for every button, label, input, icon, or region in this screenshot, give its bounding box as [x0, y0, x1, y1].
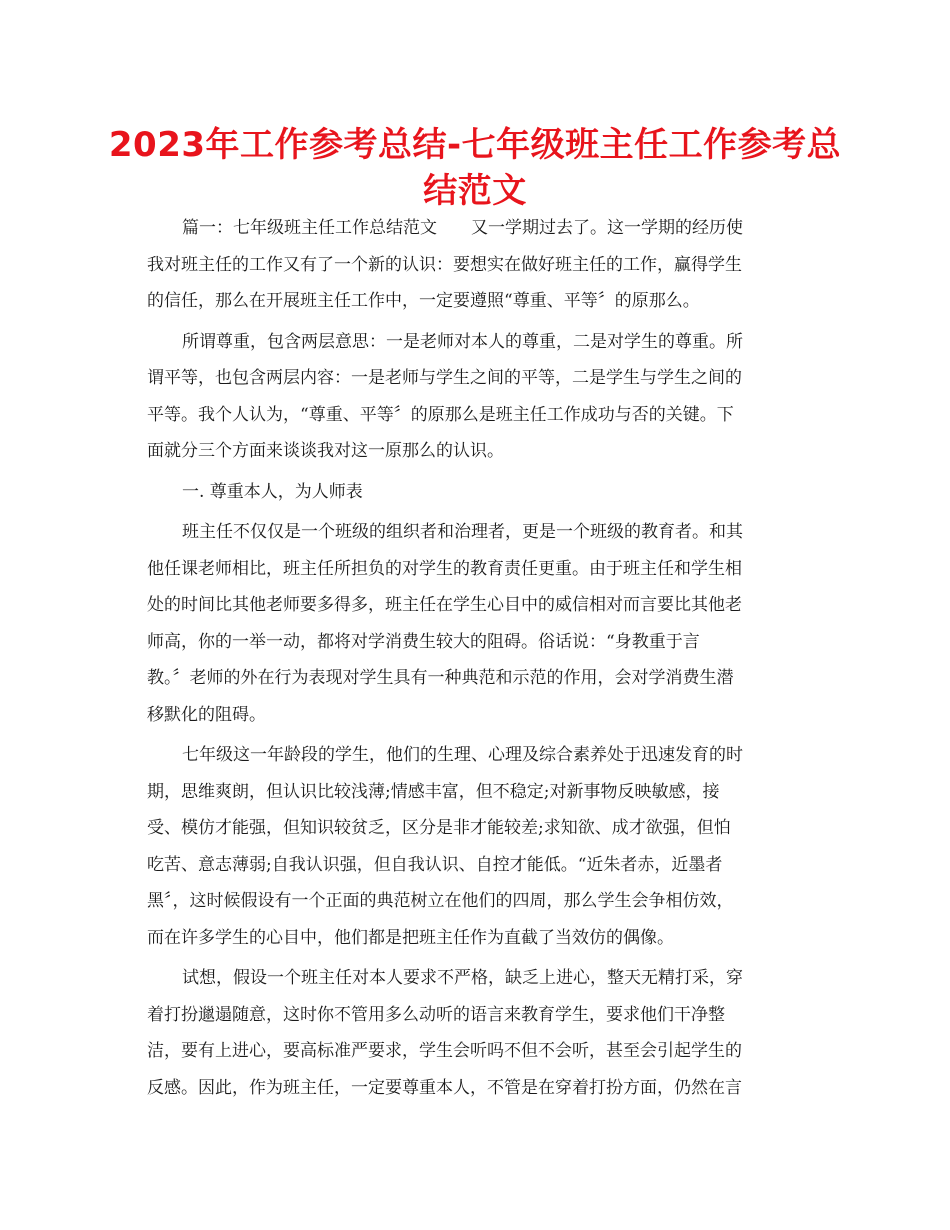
title-line-2: 结范文	[423, 171, 527, 211]
paragraph	[147, 210, 803, 320]
document-body	[147, 210, 803, 1106]
paragraph	[147, 474, 803, 511]
paragraph-line: 反感。因此，作为班主任，一定要尊重本人，不管是在穿着打扮方面，仍然在言	[147, 1077, 742, 1098]
paragraph-line: 班主任不仅仅是一个班级的组织者和治理者，更是一个班级的教育者。和其	[182, 522, 743, 542]
paragraph-line: 处的时间比其他老师要多得多，班主任在学生心目中的威信相对而言要比其他老	[147, 595, 742, 615]
paragraph-line: 而在许多学生的心目中，他们都是把班主任作为直截了当效仿的偶像。	[147, 927, 674, 948]
paragraph-line: 篇一：七年级班主任工作总结范文 又一学期过去了。这一学期的经历使	[182, 218, 743, 238]
paragraph-line: 教。〞老师的外在行为表现对学生具有一种典范和示范的作用，会对学消费生潜	[147, 668, 734, 688]
paragraph	[147, 737, 803, 956]
paragraph-line: 面就分三个方面来谈谈我对这一原那么的认识。	[147, 441, 504, 461]
paragraph-line: 吃苦、意志薄弱;自我认识强，但自我认识、自控才能低。“近朱者赤，近墨者	[147, 854, 723, 875]
paragraph	[147, 960, 803, 1106]
paragraph-line: 黑〞，这时候假设有一个正面的典范树立在他们的四周，那么学生会争相仿效，	[147, 891, 734, 911]
paragraph-line: 一. 尊重本人，为人师表	[182, 481, 363, 502]
paragraph-line: 受、模仿才能强，但知识较贫乏，区分是非才能较差;求知欲、成才欲强，但怕	[147, 818, 731, 838]
paragraph-line: 师高，你的一举一动，都将对学消费生较大的阻碍。俗话说：“身教重于言	[147, 631, 700, 652]
paragraph-line: 期，思维爽朗，但认识比较浅薄;情感丰富，但不稳定;对新事物反映敏感，接	[147, 781, 720, 802]
document-title	[100, 122, 850, 214]
paragraph-line: 谓平等，也包含两层内容：一是老师与学生之间的平等，二是学生与学生之间的	[147, 368, 742, 388]
paragraph-line: 七年级这一年龄段的学生，他们的生理、心理及综合素养处于迅速发育的时	[182, 745, 743, 765]
paragraph-line: 洁，要有上进心，要高标准严要求，学生会听吗不但不会听，甚至会引起学生的	[147, 1041, 742, 1061]
paragraph-line: 试想，假设一个班主任对本人要求不严格，缺乏上进心，整天无精打采，穿	[182, 968, 743, 988]
title-line-1: 2023年工作参考总结-七年级班主任工作参考总	[108, 125, 842, 165]
paragraph-line: 移默化的阻碍。	[147, 704, 266, 725]
paragraph-line: 我对班主任的工作又有了一个新的认识：要想实在做好班主任的工作，赢得学生	[147, 254, 742, 275]
paragraph-line: 他任课老师相比，班主任所担负的对学生的教育责任更重。由于班主任和学生相	[147, 558, 742, 579]
paragraph	[147, 514, 803, 733]
paragraph-line: 的信任，那么在开展班主任工作中，一定要遵照“尊重、平等〞的原那么。	[147, 291, 700, 311]
paragraph	[147, 324, 803, 470]
paragraph-line: 着打扮邋遢随意，这时你不管用多么动听的语言来教育学生，要求他们干净整	[147, 1004, 725, 1025]
paragraph-line: 平等。我个人认为，“尊重、平等〞的原那么是班主任工作成功与否的关键。下	[147, 404, 734, 425]
paragraph-line: 所谓尊重，包含两层意思：一是老师对本人的尊重，二是对学生的尊重。所	[182, 331, 743, 352]
